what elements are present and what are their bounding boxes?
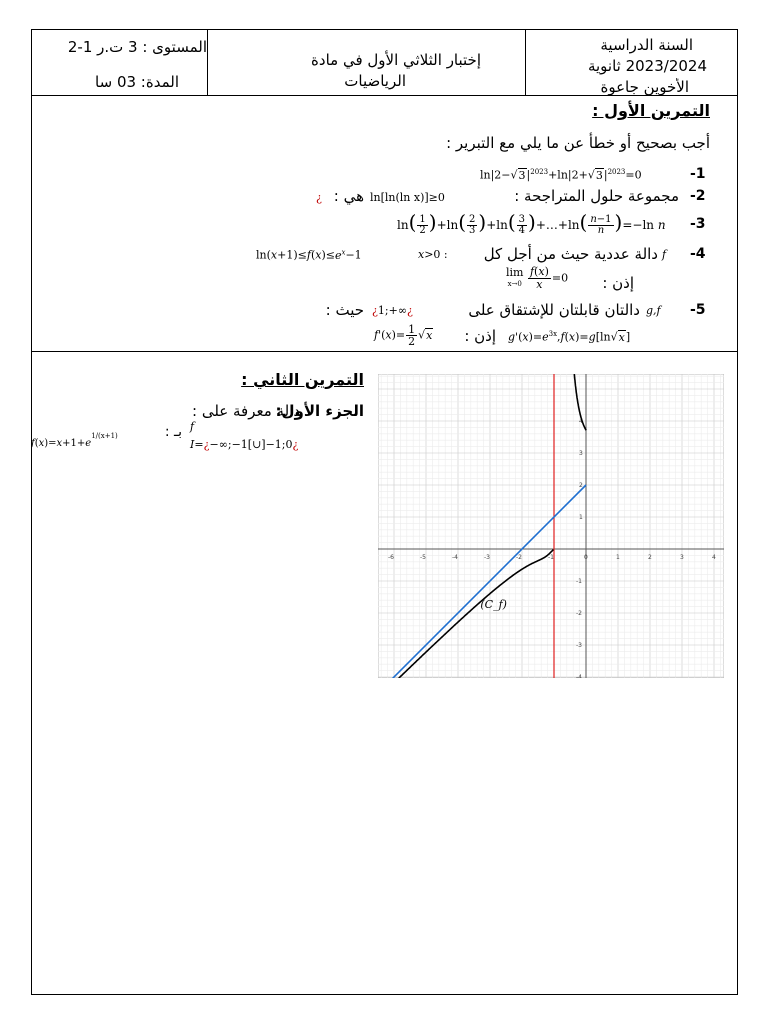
item-5-relations: $g'(x)=e^{3x},f(x)=g[\ln√x]$ — [508, 330, 631, 344]
item-4-f: f — [662, 248, 667, 261]
exercise-2-title: التمرين الثاني : — [241, 370, 364, 389]
y-tick-label: 3 — [579, 450, 583, 457]
item-2-text: مجموعة حلول المتراجحة : — [514, 187, 679, 205]
item-5-number: -5 — [690, 302, 706, 318]
item-5-interval: ¿1;+∞¿ — [372, 304, 413, 317]
item-5-text: دالتان قابلتان للإشتقاق على — [468, 301, 640, 319]
item-3-equation: ln( $\frac{1}{2}$ )+ln( $\frac{2}{3}$ )+ln( $\frac{3}{4}$ )+…+ln( $\frac{n-1}{n}$ )=−ln n — [397, 210, 666, 236]
x-tick-label: 2 — [648, 554, 652, 561]
y-tick-label: -4 — [576, 674, 582, 678]
item-1-equation: $\ln|2-√3|^{2023}+\ln|2+√3|^{2023}=0$ — [480, 168, 642, 182]
header-right-cell — [525, 30, 737, 95]
y-tick-label: -2 — [576, 610, 582, 617]
item-5-mark: ¿ — [372, 304, 378, 317]
item-3-number: -3 — [690, 216, 706, 232]
exercise-1-title: التمرين الأول : — [592, 101, 710, 120]
header-year-school: 2023/2024 ثانوية — [587, 57, 707, 75]
x-tick-label: -6 — [388, 554, 394, 561]
x-tick-label: -4 — [452, 554, 458, 561]
header-subject: الرياضيات — [344, 72, 406, 90]
x-tick-label: 1 — [616, 554, 620, 561]
y-tick-label: 1 — [579, 514, 583, 521]
y-tick-label: -1 — [576, 578, 582, 585]
function-graph — [378, 374, 724, 678]
part-1-title: الجزء الأول: — [275, 402, 364, 420]
part-1-f: f — [190, 420, 195, 433]
item-5-text2: حيث : — [325, 301, 364, 319]
header-level: المستوى : 3 ت.ر 1-2 — [67, 38, 207, 56]
header-year-label: السنة الدراسية — [600, 36, 693, 54]
part-1-domain: I=¿−∞;−1[∪]−1;0¿ — [190, 438, 299, 451]
y-tick-label: 2 — [579, 482, 583, 489]
header-center-cell — [207, 30, 526, 95]
header-frame — [31, 29, 738, 96]
y-tick-label: 4 — [579, 418, 583, 425]
part-1-mark: ¿ — [292, 438, 299, 451]
item-4-limit: lim x→0 $\frac{f(x)}{x}$ =0 — [506, 265, 569, 291]
curve-label: (C_f) — [480, 598, 507, 612]
header-left-cell — [32, 30, 207, 95]
x-tick-label: 4 — [712, 554, 716, 561]
part-1-by: بـ : — [164, 424, 182, 440]
part-1-expression: $f(x)=x+1+e^{1/(x+1)}$ — [31, 432, 118, 449]
item-2-text2: هي : — [333, 187, 364, 205]
x-tick-label: -1 — [548, 554, 554, 561]
item-2-mark: ¿ — [316, 191, 322, 204]
item-4-inequality: $\ln(x+1)\le f(x)\le e^x-1$ — [256, 248, 362, 262]
item-4-condition: x>0 : — [418, 248, 448, 261]
header-duration: المدة: 03 سا — [95, 73, 179, 91]
y-tick-label: -3 — [576, 642, 582, 649]
x-tick-label: -5 — [420, 554, 426, 561]
item-5-functions: g,f — [646, 304, 661, 317]
item-5-text3: إذن : — [464, 327, 496, 345]
item-1-number: -1 — [690, 166, 706, 182]
x-tick-label: -2 — [516, 554, 522, 561]
x-tick-label: -3 — [484, 554, 490, 561]
item-2-number: -2 — [690, 188, 706, 204]
item-2-inequality: ln[ln(ln x)]≥0 — [370, 191, 445, 204]
item-4-text: دالة عددية حيث من أجل كل — [483, 245, 658, 263]
item-4-number: -4 — [690, 246, 706, 262]
header-exam-title: إختبار الثلاثي الأول في مادة — [311, 51, 481, 69]
item-4-text2: إذن : — [602, 274, 634, 292]
exercise-1-instruction: أجب بصحيح أو خطأ عن ما يلي مع التبرير : — [446, 134, 710, 152]
x-tick-label: 3 — [680, 554, 684, 561]
item-5-conclusion: f'(x)= $\frac{1}{2}$ √x — [374, 323, 433, 348]
part-1-text: دالة معرفة على : — [192, 402, 300, 420]
x-tick-label: 0 — [584, 554, 588, 561]
header-school-name: الأخوين جاعوة — [600, 78, 689, 96]
